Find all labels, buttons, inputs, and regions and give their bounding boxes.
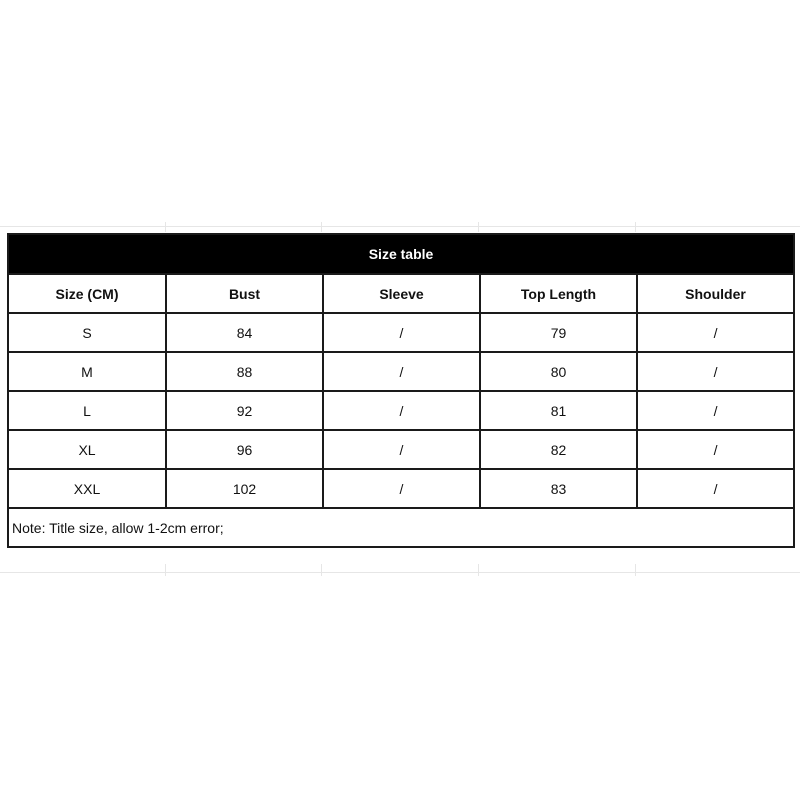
cell-sleeve: / [323,352,480,391]
cell-top-length: 80 [480,352,637,391]
header-size: Size (CM) [8,274,166,313]
table-row [8,391,794,430]
table-title: Size table [8,234,794,274]
header-top-length: Top Length [480,274,637,313]
gridline-v7 [478,564,479,576]
gridline-v8 [635,564,636,576]
header-shoulder: Shoulder [637,274,794,313]
table-note: Note: Title size, allow 1-2cm error; [8,508,794,547]
gridline-v3 [478,222,479,232]
cell-shoulder: / [637,430,794,469]
table-title-row [8,234,794,274]
cell-sleeve: / [323,430,480,469]
header-bust: Bust [166,274,323,313]
table-row [8,430,794,469]
header-sleeve: Sleeve [323,274,480,313]
gridline-v1 [165,222,166,232]
cell-top-length: 83 [480,469,637,508]
gridline-bottom [0,572,800,573]
cell-size: XXL [8,469,166,508]
cell-size: S [8,313,166,352]
table-header-row [8,274,794,313]
cell-size: M [8,352,166,391]
gridline-top [0,226,800,227]
cell-shoulder: / [637,469,794,508]
cell-shoulder: / [637,391,794,430]
cell-bust: 96 [166,430,323,469]
cell-bust: 84 [166,313,323,352]
table-note-row [8,508,794,547]
size-table [7,233,795,548]
table-row [8,313,794,352]
cell-sleeve: / [323,469,480,508]
cell-bust: 92 [166,391,323,430]
cell-bust: 88 [166,352,323,391]
cell-top-length: 79 [480,313,637,352]
cell-bust: 102 [166,469,323,508]
cell-sleeve: / [323,313,480,352]
cell-shoulder: / [637,352,794,391]
gridline-v4 [635,222,636,232]
cell-top-length: 82 [480,430,637,469]
cell-size: L [8,391,166,430]
cell-size: XL [8,430,166,469]
table-row [8,352,794,391]
cell-top-length: 81 [480,391,637,430]
table-row [8,469,794,508]
gridline-v2 [321,222,322,232]
cell-sleeve: / [323,391,480,430]
gridline-v6 [321,564,322,576]
gridline-v5 [165,564,166,576]
cell-shoulder: / [637,313,794,352]
